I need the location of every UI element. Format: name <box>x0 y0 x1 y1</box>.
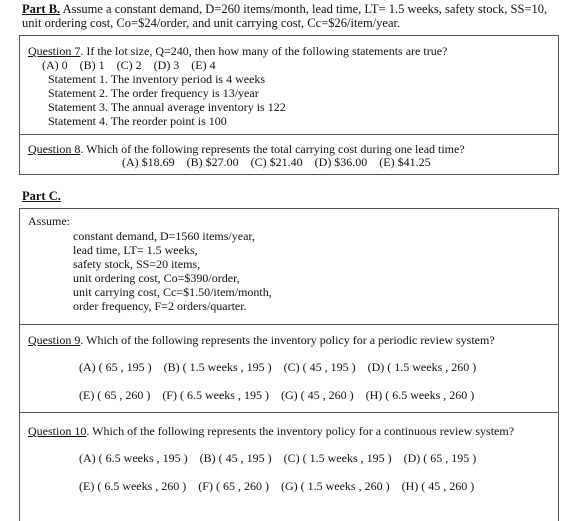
q8-label: Question 8 <box>28 142 81 156</box>
assume-label: Assume: <box>28 214 70 228</box>
assume-divider <box>19 324 559 325</box>
q9-text: . Which of the following represents the inventory policy for a periodic review system? <box>80 333 495 347</box>
q9-prompt <box>28 334 495 347</box>
q7-statement-4: Statement 4. The reorder point is 100 <box>48 114 227 128</box>
assumption-3: safety stock, SS=20 items, <box>73 257 201 271</box>
part-b-intro-line1: Assume a constant demand, D=260 items/month, lead time, LT= 1.5 weeks, safety stock, SS=10, <box>62 2 548 16</box>
q7-label: Question 7 <box>28 44 81 58</box>
assumption-2: lead time, LT= 1.5 weeks, <box>73 243 198 257</box>
q7-statement-3: Statement 3. The annual average inventory is 122 <box>48 100 286 114</box>
assumption-1: constant demand, D=1560 items/year, <box>73 229 255 243</box>
q10-label: Question 10 <box>28 424 87 438</box>
assumption-6: order frequency, F=2 orders/quarter. <box>73 299 247 313</box>
q10-options-row-1: (A) ( 6.5 weeks , 195 ) (B) ( 45 , 195 ) (C) ( 1.5 weeks , 195 ) (D) ( 65 , 195 ) <box>79 451 477 465</box>
q7-prompt <box>28 45 447 58</box>
q7-statement-1: Statement 1. The inventory period is 4 weeks <box>48 72 266 86</box>
q9-options-row-1: (A) ( 65 , 195 ) (B) ( 1.5 weeks , 195 ) (C) ( 45 , 195 ) (D) ( 1.5 weeks , 260 ) <box>79 360 477 374</box>
q9-options-row-2: (E) ( 65 , 260 ) (F) ( 6.5 weeks , 195 ) (G) ( 45 , 260 ) (H) ( 6.5 weeks , 260 ) <box>79 388 475 402</box>
q9-divider <box>19 412 559 413</box>
q10-prompt <box>28 425 514 438</box>
part-c-label: Part C. <box>22 189 61 203</box>
q7-options: (A) 0 (B) 1 (C) 2 (D) 3 (E) 4 <box>42 58 216 72</box>
q7-statement-2: Statement 2. The order frequency is 13/year <box>48 86 259 100</box>
q10-text: . Which of the following represents the inventory policy for a continuous review system? <box>86 424 515 438</box>
q10-options-row-2: (E) ( 6.5 weeks , 260 ) (F) ( 65 , 260 ) (G) ( 1.5 weeks , 260 ) (H) ( 45 , 260 ) <box>79 479 475 493</box>
q9-label: Question 9 <box>28 333 81 347</box>
assumption-5: unit carrying cost, Cc=$1.50/item/month, <box>73 285 272 299</box>
q8-text: . Which of the following represents the total carrying cost during one lead time? <box>80 142 465 156</box>
assumption-4: unit ordering cost, Co=$390/order, <box>73 271 240 285</box>
q7-q8-divider <box>19 134 559 135</box>
part-b-intro <box>22 3 547 16</box>
q8-options: (A) $18.69 (B) $27.00 (C) $21.40 (D) $36.00 (E) $41.25 <box>122 155 431 169</box>
part-b-label: Part B. <box>22 2 61 16</box>
q7-text: . If the lot size, Q=240, then how many of the following statements are true? <box>80 44 448 58</box>
part-b-intro-line2: unit ordering cost, Co=$24/order, and unit carrying cost, Cc=$26/item/year. <box>22 16 401 30</box>
